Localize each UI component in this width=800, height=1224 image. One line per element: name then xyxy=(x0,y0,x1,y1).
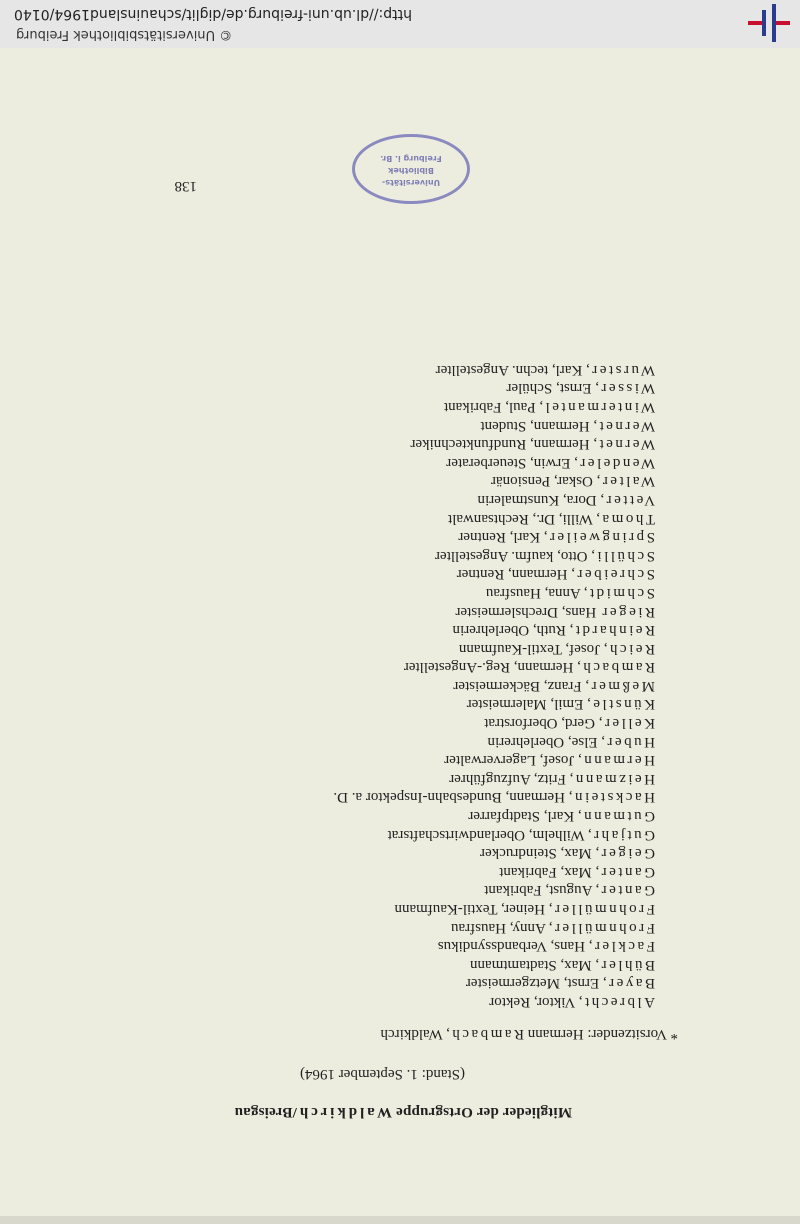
member-details: , Emil, Malermeister xyxy=(466,696,591,713)
member-row xyxy=(333,881,655,900)
member-row xyxy=(333,546,655,565)
member-details: , Ruth, Oberlehrerin xyxy=(452,622,574,639)
member-details: , Franz, Bäckermeister xyxy=(453,677,590,694)
member-row xyxy=(333,788,655,807)
member-row xyxy=(333,974,655,993)
member-row xyxy=(333,639,655,658)
member-details: , Viktor, Rektor xyxy=(489,994,583,1010)
member-details: , Fritz, Aufzugführer xyxy=(449,770,574,787)
member-details: , August, Fabrikant xyxy=(484,882,600,899)
member-details: , Hermann, Student xyxy=(480,417,598,434)
viewer-header xyxy=(0,0,800,48)
member-row xyxy=(333,621,655,640)
member-list xyxy=(333,360,655,1011)
stamp-line-3: Freiburg i. Br. xyxy=(380,154,442,163)
member-surname: Reinhardt xyxy=(573,622,655,639)
member-surname: Wintermantel xyxy=(543,399,655,415)
member-row xyxy=(333,769,655,788)
member-surname: Heizmann xyxy=(573,770,655,787)
member-details: , Dora, Kunstmalerin xyxy=(477,491,605,508)
member-row xyxy=(333,490,655,509)
member-row xyxy=(333,862,655,881)
member-details: , Max, Steindrucker xyxy=(480,845,600,862)
member-surname: Wernet xyxy=(597,417,655,434)
member-details: , Otto, kaufm. Angestellter xyxy=(435,547,595,564)
member-surname: Wurster xyxy=(589,361,655,378)
member-surname: Walter xyxy=(600,473,655,490)
member-surname: Wernet xyxy=(597,436,655,453)
member-surname: Albrecht xyxy=(582,994,655,1010)
member-details: , Karl, Rentner xyxy=(458,529,548,546)
member-row xyxy=(333,899,655,918)
chair-line xyxy=(381,1025,679,1042)
member-row xyxy=(333,825,655,844)
member-details: , Ernst, Schüler xyxy=(506,380,599,397)
scan-edge xyxy=(0,1216,800,1224)
member-details: , Hermann, Bundesbahn-Inspektor a. D. xyxy=(333,789,573,806)
member-surname: Hackstein xyxy=(572,789,655,806)
member-details: , Max, Stadtamtmann xyxy=(470,956,600,973)
chair-place: , Waldkirch xyxy=(380,1026,450,1042)
member-row xyxy=(333,435,655,454)
stamp-line-2: Bibliothek xyxy=(388,166,434,175)
title-place: Waldkirch xyxy=(296,1104,392,1120)
member-row xyxy=(333,992,655,1011)
member-surname: Ganter xyxy=(599,882,655,899)
member-row xyxy=(333,583,655,602)
member-row xyxy=(333,714,655,733)
member-details: , Willi, Dr., Rechtsanwalt xyxy=(447,510,600,527)
member-row xyxy=(333,918,655,937)
member-row xyxy=(333,732,655,751)
member-row xyxy=(333,695,655,714)
member-row xyxy=(333,955,655,974)
member-details: , Erwin, Steuerberater xyxy=(446,454,578,471)
chair-label: * Vorsitzender: Hermann xyxy=(527,1026,678,1042)
member-details: , Oskar, Pensionär xyxy=(491,473,601,490)
member-details: , Karl, techn. Angestellter xyxy=(435,361,590,378)
library-logo-icon xyxy=(746,4,790,42)
member-row xyxy=(333,397,655,416)
member-surname: Künstle xyxy=(590,696,655,713)
member-details: , Ernst, Metzgermeister xyxy=(465,975,607,992)
member-surname: Ganter xyxy=(599,863,655,880)
member-details: , Max, Fabrikant xyxy=(499,863,600,880)
member-surname: Wendeler xyxy=(577,454,655,471)
page-number: 138 xyxy=(174,178,197,194)
member-details: , Hans, Verbandssyndikus xyxy=(437,938,593,955)
member-row xyxy=(333,509,655,528)
member-surname: Gutjahr xyxy=(591,826,655,843)
member-details: , Anny, Hausfrau xyxy=(450,919,553,936)
member-details: , Anna, Hausfrau xyxy=(485,584,588,601)
member-row xyxy=(333,379,655,398)
member-surname: Rieger xyxy=(600,603,655,620)
chair-name: Rambach xyxy=(449,1026,524,1042)
member-row xyxy=(333,528,655,547)
member-details: , Else, Oberlehrerin xyxy=(487,733,605,750)
member-surname: Springweiler xyxy=(547,529,655,546)
member-surname: Gutmann xyxy=(581,808,655,825)
member-surname: Fackler xyxy=(592,938,655,955)
member-row xyxy=(333,806,655,825)
member-details: Hans, Drechslermeister xyxy=(455,603,601,620)
member-row xyxy=(333,658,655,677)
member-details: , Heiner, Textil-Kaufmann xyxy=(394,901,553,918)
member-surname: Thoma xyxy=(600,510,655,527)
member-details: , Wilhelm, Oberlandwirtschaftsrat xyxy=(387,826,592,843)
member-details: , Hermann, Reg.-Angestellter xyxy=(403,659,581,676)
member-details: , Hermann, Rentner xyxy=(456,566,576,583)
member-details: , Gerd, Oberforstrat xyxy=(484,715,603,732)
member-details: , Josef, Textil-Kaufmann xyxy=(458,640,608,657)
member-surname: Meßmer xyxy=(589,677,655,694)
title-prefix: Mitglieder der Ortsgruppe xyxy=(395,1104,572,1120)
member-details: , Josef, Lagerverwalter xyxy=(444,752,582,769)
member-surname: Frohnmüller xyxy=(552,901,655,918)
scanned-page xyxy=(0,48,800,1224)
title-suffix: /Breisgau xyxy=(234,1104,297,1120)
member-details: , Hermann, Rundfunktechniker xyxy=(410,436,598,453)
member-row xyxy=(333,416,655,435)
member-surname: Geiger xyxy=(599,845,655,862)
member-surname: Schreiber xyxy=(575,566,655,583)
member-row xyxy=(333,360,655,379)
member-details: , Karl, Stadtpfarrer xyxy=(468,808,582,825)
status-date: (Stand: 1. September 1964) xyxy=(300,1066,465,1082)
member-row xyxy=(333,602,655,621)
member-surname: Schülli xyxy=(594,547,655,564)
member-row xyxy=(333,676,655,695)
member-surname: Vetter xyxy=(604,491,655,508)
member-surname: Frohnmüller xyxy=(552,919,655,936)
member-surname: Bayer xyxy=(606,975,655,992)
member-surname: Hermann xyxy=(581,752,655,769)
stamp-line-1: Universitäts- xyxy=(381,178,441,187)
member-surname: Rambach xyxy=(580,659,655,676)
member-surname: Wisser xyxy=(598,380,655,397)
member-row xyxy=(333,937,655,956)
document-url-link[interactable]: http://dl.ub.uni-freiburg.de/diglit/schauinsland1964/0140 xyxy=(14,6,412,22)
member-row xyxy=(333,751,655,770)
member-surname: Bühler xyxy=(599,956,655,973)
library-stamp xyxy=(352,134,470,204)
copyright-text: © Universitätsbibliothek Freiburg xyxy=(16,27,233,42)
member-row xyxy=(333,565,655,584)
member-row xyxy=(333,472,655,491)
member-row xyxy=(333,453,655,472)
member-surname: Keller xyxy=(602,715,655,732)
member-details: , Paul, Fabrikant xyxy=(443,399,544,415)
page-title xyxy=(234,1103,572,1120)
member-surname: Reich xyxy=(607,640,655,657)
member-surname: Schmidt xyxy=(587,584,655,601)
member-row xyxy=(333,844,655,863)
member-surname: Huber xyxy=(605,733,655,750)
